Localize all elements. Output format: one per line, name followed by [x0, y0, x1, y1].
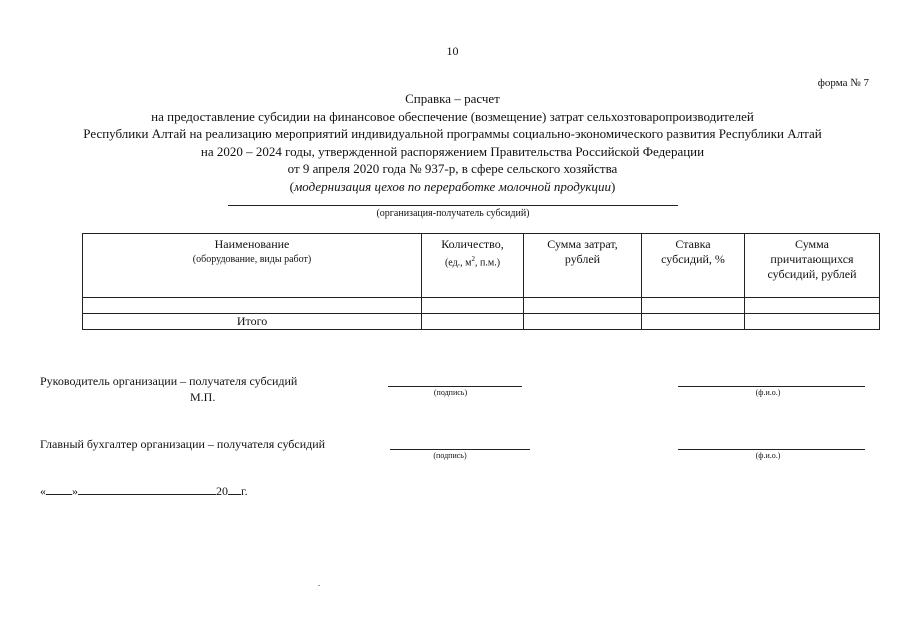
title-line-5: от 9 апреля 2020 года № 937-р, в сфере сельского хозяйства: [287, 161, 618, 176]
total-label: Итого: [83, 314, 422, 330]
date-day-blank[interactable]: [46, 483, 72, 495]
table-cell[interactable]: [745, 298, 880, 314]
head-signature-line[interactable]: [388, 386, 522, 387]
column-header-quantity: Количество, (ед., $м^2$, п.м.): [422, 234, 524, 298]
head-name-line[interactable]: [678, 386, 865, 387]
title-line-1: Справка – расчет: [405, 91, 500, 106]
organization-name-line: [228, 205, 678, 206]
table-cell[interactable]: [642, 314, 745, 330]
column-header-cost: Сумма затрат, рублей: [524, 234, 642, 298]
document-title: [20, 90, 885, 195]
table-header-row: [83, 234, 880, 298]
title-italic-subject: модернизация цехов по переработке молочной продукции: [294, 178, 611, 194]
title-line-2: на предоставление субсидии на финансовое обеспечение (возмещение) затрат сельхозтоваропроизводителей: [151, 108, 754, 124]
accountant-signature-caption: (подпись): [433, 451, 467, 460]
head-signature-caption: (подпись): [433, 388, 468, 397]
organization-caption: (организация-получатель субсидий): [376, 208, 530, 219]
column-header-rate: Ставка субсидий, %: [642, 234, 745, 298]
title-line-4: на 2020 – 2024 годы, утвержденной распоряжением Правительства Российской Федерации: [200, 143, 705, 159]
accountant-signature-label: Главный бухгалтер организации – получателя субсидий: [40, 437, 326, 451]
date-field: « » 20 г.: [40, 484, 248, 498]
form-number: форма № 7: [817, 77, 869, 89]
table-cell[interactable]: [642, 298, 745, 314]
title-line-3: Республики Алтай на реализацию мероприятий индивидуальной программы социально-экономического развития Республики Алтай: [83, 126, 822, 141]
date-month-blank[interactable]: [78, 483, 216, 495]
table-cell[interactable]: [524, 314, 642, 330]
page-number: 10: [446, 44, 459, 58]
date-year-blank[interactable]: [228, 483, 241, 495]
accountant-name-line[interactable]: [678, 449, 865, 450]
scan-speck: [318, 585, 320, 586]
table-total-row: [83, 314, 880, 330]
title-line-6: (модернизация цехов по переработке молочной продукции): [289, 178, 616, 194]
column-header-name: Наименование (оборудование, виды работ): [83, 234, 422, 298]
table-cell[interactable]: [524, 298, 642, 314]
head-name-caption: (ф.и.о.): [755, 388, 781, 397]
table-cell[interactable]: [745, 314, 880, 330]
accountant-signature-line[interactable]: [390, 449, 530, 450]
table-cell[interactable]: [422, 314, 524, 330]
table-cell[interactable]: [83, 298, 422, 314]
calculation-table: [82, 233, 880, 330]
column-header-subsidy-amount: Сумма причитающихся субсидий, рублей: [745, 234, 880, 298]
head-signature-label: Руководитель организации – получателя субсидий: [40, 374, 298, 388]
stamp-label: М.П.: [190, 390, 216, 404]
accountant-name-caption: (ф.и.о.): [755, 451, 781, 460]
table-row: [83, 298, 880, 314]
table-cell[interactable]: [422, 298, 524, 314]
